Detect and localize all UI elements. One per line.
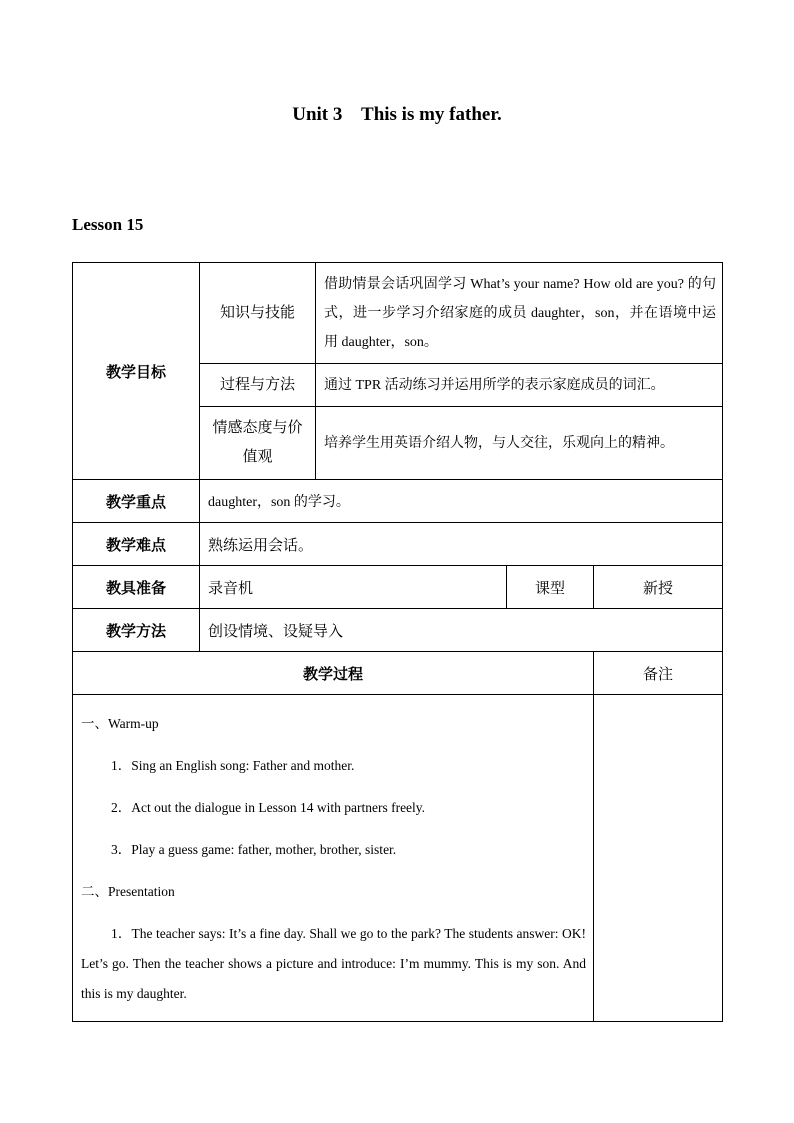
warmup-item: 1．Sing an English song: Father and mother.	[111, 758, 355, 773]
objectives-label: 教学目标	[73, 263, 200, 480]
objective-text-knowledge: 借助情景会话巩固学习 What’s your name? How old are you? 的句式，进一步学习介绍家庭的成员 daughter，son，并在语境中运用 daughter，son。	[316, 263, 723, 364]
tools-text: 录音机	[200, 566, 507, 609]
key-point-text: daughter，son 的学习。	[200, 480, 723, 523]
method-label: 教学方法	[73, 609, 200, 652]
objective-text-process: 通过 TPR 活动练习并运用所学的表示家庭成员的词汇。	[316, 364, 723, 407]
section-heading-presentation: 二、Presentation	[81, 884, 175, 899]
tools-label: 教具准备	[73, 566, 200, 609]
lesson-heading: Lesson 15	[72, 215, 144, 234]
lesson-plan-table	[72, 262, 723, 1022]
section-heading-warmup: 一、Warm-up	[81, 716, 159, 731]
warmup-item: 3．Play a guess game: father, mother, brother, sister.	[111, 842, 397, 857]
process-header: 教学过程	[73, 652, 594, 695]
notes-cell	[594, 695, 723, 1022]
objective-label-knowledge: 知识与技能	[200, 263, 316, 364]
key-point-label: 教学重点	[73, 480, 200, 523]
method-text: 创设情境、设疑导入	[200, 609, 723, 652]
objective-label-emotion: 情感态度与价值观	[200, 407, 316, 480]
objective-text-emotion: 培养学生用英语介绍人物，与人交往，乐观向上的精神。	[316, 407, 723, 480]
objective-label-process: 过程与方法	[200, 364, 316, 407]
presentation-item: 1．The teacher says: It’s a fine day. Shall we go to the park? The students answer: OK! Let’s go. Then the teacher shows a picture and introduce: I’m mummy. This is my son. And this is my daughter.	[81, 926, 586, 1001]
lesson-type-value: 新授	[594, 566, 723, 609]
process-content	[73, 695, 594, 1022]
difficulty-text: 熟练运用会话。	[200, 523, 723, 566]
document-title: Unit 3 This is my father.	[292, 104, 502, 125]
lesson-type-label: 课型	[507, 566, 594, 609]
difficulty-label: 教学难点	[73, 523, 200, 566]
warmup-item: 2．Act out the dialogue in Lesson 14 with partners freely.	[111, 800, 426, 815]
notes-header: 备注	[594, 652, 723, 695]
